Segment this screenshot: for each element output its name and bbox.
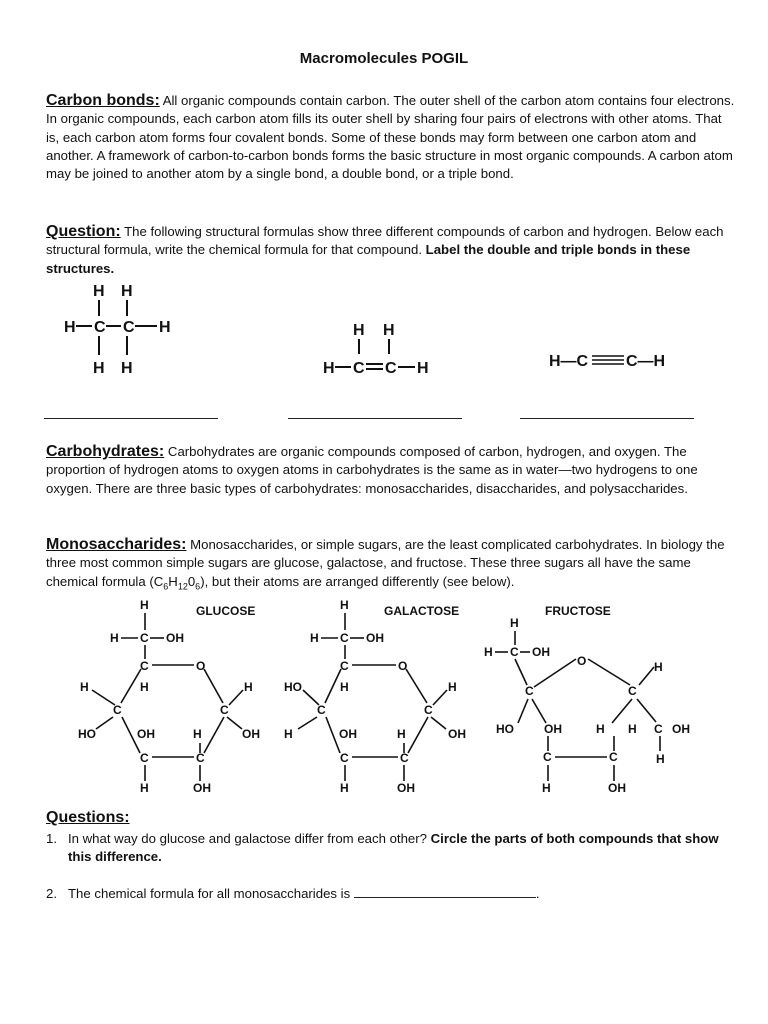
atom-label: OH bbox=[366, 631, 384, 645]
atom-label: H bbox=[448, 680, 457, 694]
question-1-instruction: Circle the parts of both compounds that show this difference. bbox=[68, 831, 719, 865]
question-2 bbox=[46, 885, 736, 905]
hydrocarbon-structures bbox=[0, 280, 768, 410]
formula-subscript: 12 bbox=[177, 581, 188, 592]
formula-part: 0 bbox=[187, 573, 196, 589]
atom-label: HO bbox=[496, 722, 514, 736]
atom-label: H bbox=[110, 631, 119, 645]
atom-label: H bbox=[628, 722, 637, 736]
atom-label: C bbox=[340, 751, 349, 765]
questions-heading-block bbox=[46, 809, 736, 827]
carbon-bonds-heading: Carbon bonds: bbox=[46, 92, 160, 109]
ethane-bonds bbox=[76, 300, 157, 355]
question-2-text: The chemical formula for all monosaccharides is bbox=[68, 886, 351, 901]
atom-label: O bbox=[577, 654, 587, 668]
atom-label: O bbox=[398, 659, 408, 673]
galactose-label: GALACTOSE bbox=[384, 604, 460, 618]
atom-label: C bbox=[196, 751, 205, 765]
carbohydrates-text: Carbohydrates are organic compounds composed of carbon, hydrogen, and oxygen. The proportion of hydrogen atoms to oxygen atoms in carbohydrates is the same as in water—two hydrogens to one oxygen. There are three basic types of carbohydrates: monosaccharides, disaccharides, and polysaccharides. bbox=[46, 444, 698, 496]
atom-label: C bbox=[94, 319, 106, 336]
atom-label: C bbox=[400, 751, 409, 765]
atom-label: C bbox=[113, 703, 122, 717]
atom-label: H bbox=[140, 781, 149, 795]
atom-label: H bbox=[542, 781, 551, 795]
question-1-body bbox=[68, 830, 736, 867]
atom-label: H bbox=[340, 598, 349, 612]
monosaccharides-paragraph bbox=[46, 536, 736, 596]
atom-label: H bbox=[510, 616, 519, 630]
atom-label: H bbox=[193, 727, 202, 741]
page-title: Macromolecules POGIL bbox=[299, 50, 469, 67]
question-text: The following structural formulas show three different compounds of carbon and hydrogen. Below each structural formula, write the chemical formula for that compound. bbox=[46, 224, 724, 258]
atom-label: H bbox=[323, 360, 335, 377]
question-number: 2. bbox=[46, 886, 57, 901]
atom-label: H bbox=[80, 680, 89, 694]
galactose-structure bbox=[284, 598, 466, 795]
atom-label: H bbox=[121, 283, 133, 300]
ethyne-right: C—H bbox=[626, 353, 666, 370]
glucose-structure bbox=[78, 598, 260, 795]
questions-heading: Questions: bbox=[46, 809, 130, 826]
atom-label: H bbox=[284, 727, 293, 741]
atom-label: H bbox=[596, 722, 605, 736]
question-number: 1. bbox=[46, 831, 57, 846]
glucose-label: GLUCOSE bbox=[196, 604, 256, 618]
carbon-bonds-paragraph bbox=[46, 92, 736, 183]
atom-label: H bbox=[484, 645, 493, 659]
monosaccharides-text: Monosaccharides, or simple sugars, are the least complicated carbohydrates. In biology the three most common simple sugars are glucose, galactose, and fructose. These three sugars all have the same chemical formula (C bbox=[46, 537, 725, 589]
monosaccharide-formula-blank[interactable] bbox=[354, 886, 536, 898]
monosaccharides-text-end: ), but their atoms are arranged differently (see below). bbox=[200, 573, 515, 589]
atom-label: C bbox=[609, 750, 618, 764]
atom-label: OH bbox=[166, 631, 184, 645]
question-heading: Question: bbox=[46, 223, 121, 240]
atom-label: C bbox=[628, 684, 637, 698]
ethyne-triple-bond bbox=[592, 356, 624, 364]
ethene-bonds bbox=[335, 339, 415, 369]
sugar-structures bbox=[0, 595, 768, 805]
fructose-label: FRUCTOSE bbox=[545, 604, 611, 618]
atom-label: H bbox=[397, 727, 406, 741]
atom-label: C bbox=[654, 722, 663, 736]
atom-label: C bbox=[340, 631, 349, 645]
atom-label: H bbox=[340, 680, 349, 694]
atom-label: C bbox=[353, 360, 365, 377]
atom-label: C bbox=[385, 360, 397, 377]
atom-label: OH bbox=[339, 727, 357, 741]
atom-label: H bbox=[383, 322, 395, 339]
atom-label: C bbox=[220, 703, 229, 717]
atom-label: OH bbox=[242, 727, 260, 741]
formula-part: H bbox=[168, 573, 178, 589]
atom-label: H bbox=[140, 598, 149, 612]
atom-label: H bbox=[93, 360, 105, 377]
formula-subscript: 6 bbox=[195, 581, 201, 592]
atom-label: C bbox=[140, 751, 149, 765]
ethane-structure bbox=[64, 283, 171, 377]
question-paragraph bbox=[46, 223, 736, 278]
atom-label: OH bbox=[193, 781, 211, 795]
atom-label: H bbox=[121, 360, 133, 377]
atom-label: H bbox=[310, 631, 319, 645]
atom-label: OH bbox=[397, 781, 415, 795]
ethyne-left: H—C bbox=[549, 353, 589, 370]
atom-label: C bbox=[317, 703, 326, 717]
question-1-text: In what way do glucose and galactose differ from each other? bbox=[68, 831, 427, 846]
atom-label: C bbox=[140, 631, 149, 645]
atom-label: OH bbox=[672, 722, 690, 736]
atom-label: H bbox=[353, 322, 365, 339]
atom-label: OH bbox=[532, 645, 550, 659]
atom-label: C bbox=[510, 645, 519, 659]
atom-label: HO bbox=[284, 680, 302, 694]
atom-label: C bbox=[525, 684, 534, 698]
atom-label: OH bbox=[544, 722, 562, 736]
atom-label: O bbox=[196, 659, 206, 673]
formula-subscript: 6 bbox=[163, 581, 169, 592]
atom-label: C bbox=[543, 750, 552, 764]
atom-label: HO bbox=[78, 727, 96, 741]
atom-label: H bbox=[340, 781, 349, 795]
atom-label: H bbox=[159, 319, 171, 336]
question-2-body bbox=[68, 885, 736, 903]
atom-label: C bbox=[424, 703, 433, 717]
answer-line-3[interactable] bbox=[520, 418, 694, 419]
atom-label: H bbox=[656, 752, 665, 766]
atom-label: H bbox=[654, 660, 663, 674]
atom-label: OH bbox=[608, 781, 626, 795]
atom-label: H bbox=[93, 283, 105, 300]
atom-label: C bbox=[340, 659, 349, 673]
question-2-end: . bbox=[535, 886, 540, 901]
atom-label: H bbox=[140, 680, 149, 694]
carbon-bonds-text: All organic compounds contain carbon. The outer shell of the carbon atom contains four electrons. In organic compounds, each carbon atom fills its outer shell by sharing four pairs of electrons with other atoms. That is, each carbon atom forms four covalent bonds. Some of these bonds may form between one carbon atom and another. A framework of carbon-to-carbon bonds forms the basic structure in most organic compounds. A carbon atom may be joined to another atom by a single bond, a double bond, or a triple bond. bbox=[46, 93, 735, 182]
atom-label: H bbox=[417, 360, 429, 377]
answer-line-2[interactable] bbox=[288, 418, 462, 419]
question-bold-instruction: Label the double and triple bonds in these structures. bbox=[46, 242, 691, 276]
carbohydrates-heading: Carbohydrates: bbox=[46, 443, 165, 460]
atom-label: H bbox=[64, 319, 76, 336]
question-1 bbox=[46, 830, 736, 870]
atom-label: C bbox=[123, 319, 135, 336]
atom-label: C bbox=[140, 659, 149, 673]
atom-label: OH bbox=[448, 727, 466, 741]
carbohydrates-paragraph bbox=[46, 443, 736, 498]
atom-label: H bbox=[244, 680, 253, 694]
monosaccharides-heading: Monosaccharides: bbox=[46, 536, 187, 553]
answer-line-1[interactable] bbox=[44, 418, 218, 419]
atom-label: OH bbox=[137, 727, 155, 741]
